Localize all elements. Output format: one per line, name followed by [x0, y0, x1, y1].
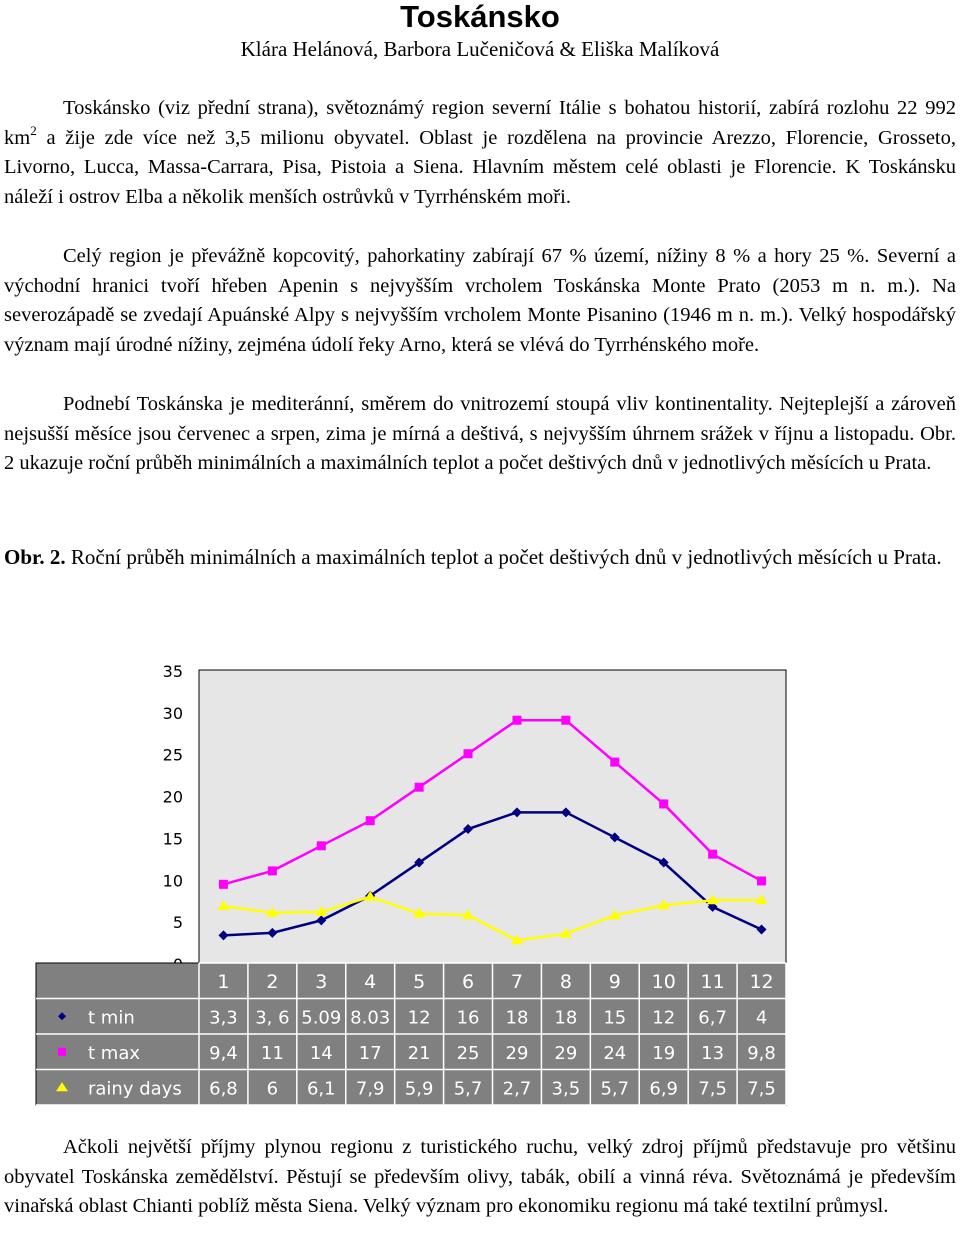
data-label: 3,5	[551, 1078, 581, 1100]
data-label: 5,9	[404, 1078, 434, 1100]
data-label: 9,4	[209, 1042, 238, 1064]
y-tick-label: 10	[162, 871, 183, 891]
x-tick-label: 4	[364, 970, 377, 993]
data-label: 6,1	[306, 1078, 336, 1100]
data-label: 7,5	[698, 1078, 727, 1100]
y-tick-label: 5	[172, 913, 183, 933]
paragraph-relief	[4, 242, 956, 360]
data-label: 4	[755, 1007, 768, 1029]
data-label: 6,8	[209, 1078, 238, 1100]
data-label: 15	[603, 1007, 627, 1029]
data-point-t-max	[757, 876, 766, 885]
data-label: 18	[554, 1007, 578, 1029]
data-label: 25	[456, 1042, 480, 1064]
data-label: 19	[652, 1042, 676, 1064]
x-tick-label: 12	[749, 970, 774, 993]
data-label: 3, 6	[255, 1007, 290, 1029]
data-point-t-max	[464, 749, 473, 758]
y-tick-label: 15	[162, 829, 183, 849]
data-label: 29	[554, 1042, 578, 1064]
paragraph-climate-text: Podnebí Toskánska je mediteránní, směrem do vnitrozemí stoupá vliv kontinentality. Nejteplejší a zároveň nejsušší měsíce jsou červenec a srpen, zima je mírná a deštivá, s nejvyšším úhrnem srážek v říjnu a listopadu. Obr. 2 ukazuje roční průběh minimálních a maximálních teplot a počet deštivých dnů v jednotlivých měsících u Prata.	[4, 393, 956, 475]
figure-caption-text: Roční průběh minimálních a maximálních teplot a počet deštivých dnů v jednotlivých měsících u Prata.	[65, 545, 942, 569]
data-label: 6	[266, 1078, 279, 1100]
data-label: 14	[309, 1042, 333, 1064]
x-tick-label: 6	[461, 970, 475, 993]
data-label: 7,9	[355, 1078, 385, 1100]
legend-label-t-min: t min	[88, 1007, 135, 1029]
data-label: 9,8	[747, 1042, 776, 1064]
data-label: 2,7	[502, 1078, 532, 1100]
paragraph-intro-part1: Toskánsko (viz přední strana), světoznámý region severní Itálie s bohatou historií, zabírá rozlohu 22 992 km	[4, 97, 956, 149]
data-label: 17	[358, 1042, 382, 1064]
y-tick-label: 20	[162, 787, 183, 807]
data-point-t-max	[708, 850, 717, 859]
climate-chart	[0, 650, 960, 1120]
data-label: 12	[407, 1007, 431, 1029]
x-tick-label: 7	[510, 970, 524, 993]
legend-label-t-max: t max	[88, 1042, 140, 1064]
x-tick-label: 5	[413, 970, 426, 993]
data-point-t-max	[561, 716, 570, 725]
data-point-t-max	[512, 716, 521, 725]
data-label: 3,3	[209, 1007, 238, 1029]
plot-area	[199, 670, 786, 963]
x-tick-label: 1	[217, 970, 230, 993]
paragraph-climate	[4, 390, 956, 479]
data-label: 29	[505, 1042, 529, 1064]
legend-label-rainy-days: rainy days	[88, 1078, 182, 1100]
data-label: 8.03	[350, 1007, 391, 1029]
paragraph-economy	[4, 1133, 956, 1222]
data-label: 18	[505, 1007, 529, 1029]
legend-marker-t-max	[58, 1048, 66, 1056]
authors-line: Klára Helánová, Barbora Lučeničová & Eliška Malíková	[240, 37, 720, 61]
x-tick-label: 9	[608, 970, 621, 993]
x-tick-label: 2	[266, 970, 279, 993]
data-label: 24	[603, 1042, 627, 1064]
paragraph-relief-text: Celý region je převážně kopcovitý, pahorkatiny zabírají 67 % území, nížiny 8 % a hory 25 %. Severní a východní hranici tvoří hřeben Apenin s nejvyšším vrcholem Toskánska Monte Prato (2053 m n. m.). Na severozápadě se zvedají Apuánské Alpy s nejvyšším vrcholem Monte Pisanino (1946 m n. m.). Velký hospodářský význam mají úrodné nížiny, zejména údolí řeky Arno, která se vlévá do Tyrrhénského moře.	[4, 245, 956, 356]
data-point-t-max	[415, 783, 424, 792]
data-label: 5.09	[301, 1007, 342, 1029]
data-point-t-max	[366, 816, 375, 825]
data-label: 21	[407, 1042, 431, 1064]
y-tick-label: 25	[162, 745, 183, 765]
x-tick-label: 3	[315, 970, 328, 993]
paragraph-economy-text: Ačkoli největší příjmy plynou regionu z turistického ruchu, velký zdroj příjmů představuje pro většinu obyvatel Toskánska zemědělství. Pěstují se především olivy, tabák, obilí a vinná réva. Světoznámá je především vinařská oblast Chianti poblíž města Siena. Velký význam pro ekonomiku regionu má také textilní průmysl.	[4, 1136, 956, 1218]
data-point-t-max	[610, 758, 619, 767]
data-label: 16	[456, 1007, 480, 1029]
data-point-t-max	[219, 880, 228, 889]
data-point-t-max	[659, 799, 668, 808]
data-label: 6,9	[649, 1078, 679, 1100]
data-label: 13	[701, 1042, 725, 1064]
data-label: 12	[652, 1007, 676, 1029]
y-tick-label: 35	[162, 662, 183, 681]
x-tick-label: 10	[651, 970, 676, 993]
figure-caption	[4, 542, 956, 572]
data-label: 6,7	[698, 1007, 727, 1029]
paragraph-intro	[4, 94, 956, 212]
figure-caption-label: Obr. 2.	[4, 545, 66, 569]
x-tick-label: 11	[700, 970, 725, 993]
paragraph-intro-part2: a žije zde více než 3,5 milionu obyvatel. Oblast je rozdělena na provincie Arezzo, Florencie, Grosseto, Livorno, Lucca, Massa-Carrara, Pisa, Pistoia a Siena. Hlavním městem celé oblasti je Florencie. K Toskánsku náleží i ostrov Elba a několik menších ostrůvků v Tyrrhénském moři.	[4, 126, 956, 208]
y-tick-label: 30	[162, 703, 183, 723]
data-point-t-max	[317, 841, 326, 850]
data-label: 11	[260, 1042, 284, 1064]
data-label: 5,7	[453, 1078, 483, 1100]
area-unit-superscript: 2	[30, 122, 37, 138]
x-tick-label: 8	[559, 970, 572, 993]
page-title: Toskánsko	[400, 0, 560, 34]
data-label: 5,7	[600, 1078, 630, 1100]
data-point-t-max	[268, 866, 277, 875]
data-label: 7,5	[747, 1078, 776, 1100]
